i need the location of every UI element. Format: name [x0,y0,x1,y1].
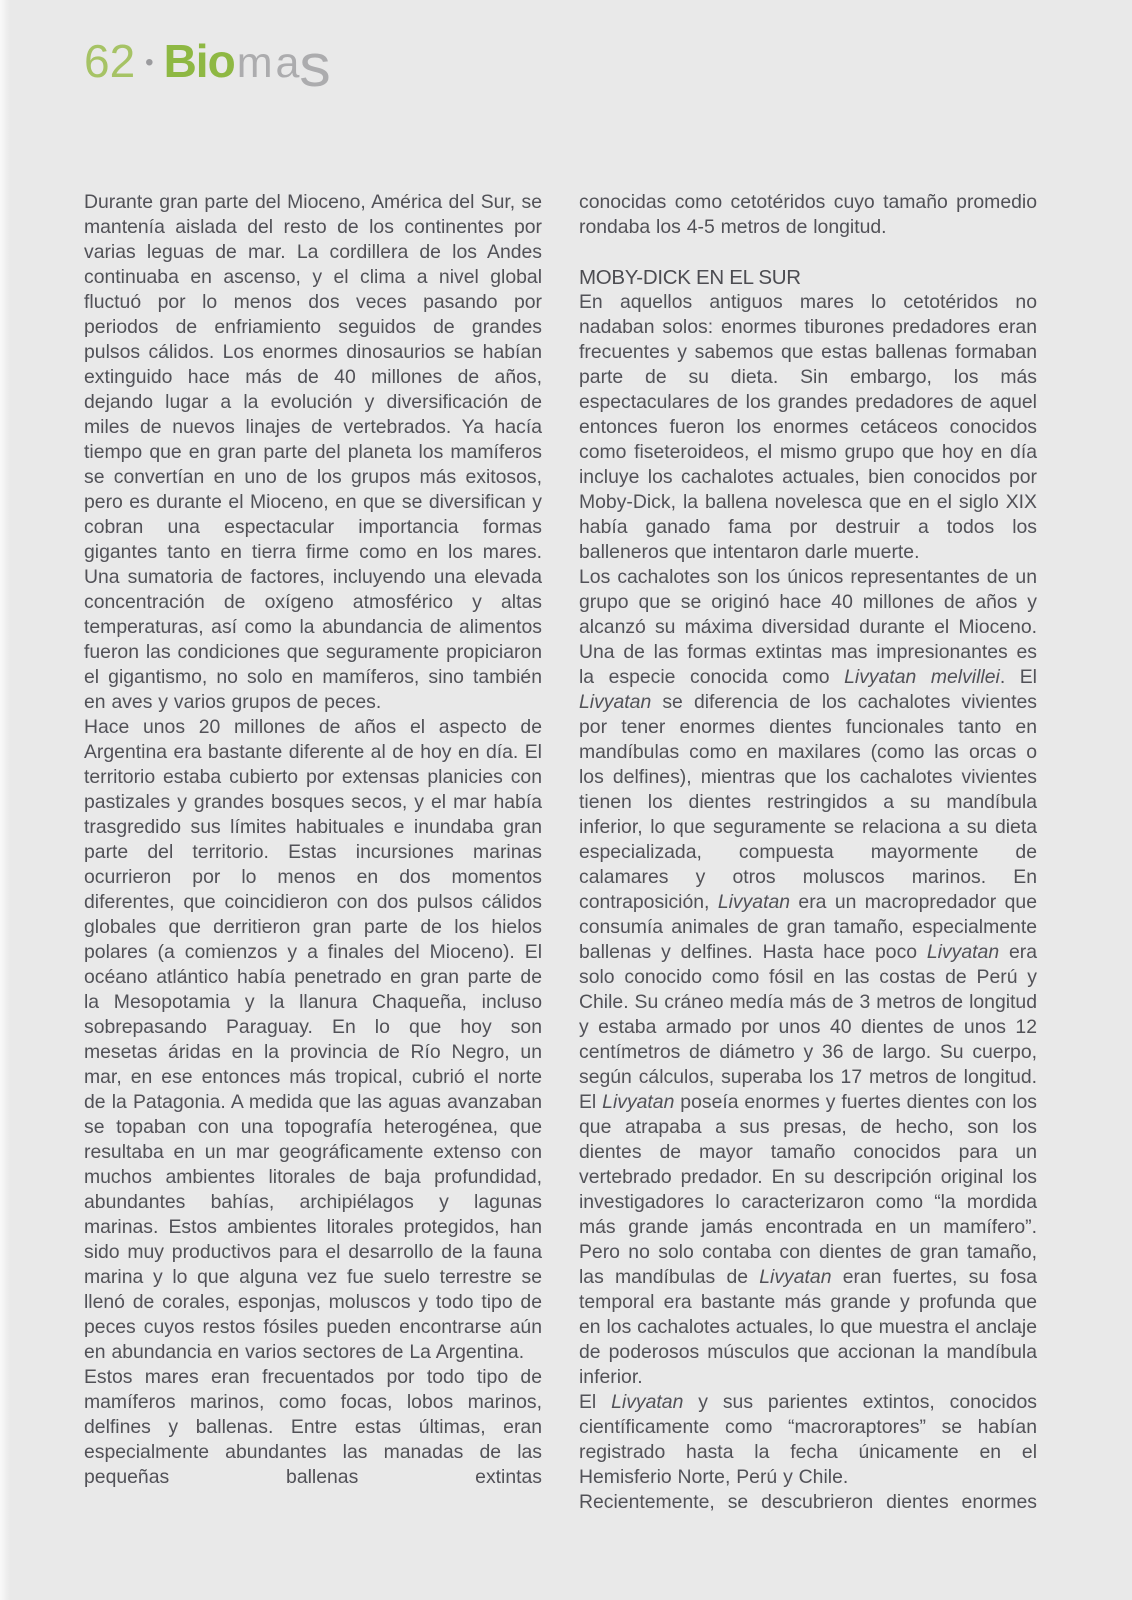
text-run: Recientemente, se descubrieron dientes enormes [579,1491,1037,1513]
italic-text-run: Livyatan [602,1091,675,1113]
body-paragraph [579,1490,1037,1515]
text-run: Estos mares eran frecuentados por todo tipo de mamíferos marinos, como focas, lobos marinos, delfines y ballenas. Entre estas últimas, eran especialmente abundantes las manadas de las pequeñas ballenas extintas [84,1366,542,1488]
text-run: y sus parientes extintos, conocidos científicamente como “macroraptores” se habían registrado hasta la fecha únicamente en el Hemisferio Norte, Perú y Chile. [579,1391,1037,1488]
text-run: El [579,1391,612,1413]
body-paragraph [579,565,1037,1390]
italic-text-run: Livyatan [611,1391,684,1413]
italic-text-run: Livyatan [926,941,1000,963]
body-paragraph [84,715,542,1365]
text-run: se diferencia de los cachalotes vivientes por tener enormes dientes funcionales tanto en mandíbulas como en maxilares (como las orcas o los delfines), mientras que los cachalotes vivientes tienen los dientes restringidos a su mandíbula inferior, lo que seguramente se relaciona a su dieta especializada, compuesta mayormente de calamares y otros moluscos marinos. En contraposición, [579,691,1037,913]
text-run: era solo conocido como fósil en las costas de Perú y Chile. Su cráneo medía más de 3 metros de longitud y estaba armado por unos 40 dientes de unos 12 centímetros de diámetro y 36 de largo. Su cuerpo, según cálculos, superaba los 17 metros de longitud. El [579,941,1037,1113]
text-run: Los cachalotes son los únicos representantes de un grupo que se originó hace 40 millones de años y alcanzó su máxima diversidad durante el Mioceno. Una de las formas extintas mas impresionantes es la especie conocida como [579,566,1037,688]
text-run: MOBY-DICK EN EL SUR [579,266,801,289]
paragraph-spacer [579,240,1037,265]
section-heading [579,265,1037,290]
page-number: 62 [84,35,136,87]
bullet-separator-icon: • [145,49,154,76]
body-paragraph [579,290,1037,565]
page-header: 62 • Bio ma s [84,32,332,99]
text-run: Durante gran parte del Mioceno, América del Sur, se mantenía aislada del resto de los continentes por varias leguas de mar. La cordillera de los Andes continuaba en ascenso, y el clima a nivel global fluctuó por lo menos dos veces pasando por periodos de enfriamiento seguidos de grandes pulsos cálidos. Los enormes dinosaurios se habían extinguido hace más de 40 millones de años, dejando lugar a la evolución y diversificación de miles de nuevos linajes de vertebrados. Ya hacía tiempo que en gran parte del planeta los mamíferos se convertían en uno de los grupos más exitosos, pero es durante el Mioceno, en que se diversifican y cobran una espectacular importancia formas gigantes tanto en tierra firme como en los mares. Una sumatoria de factores, incluyendo una elevada concentración de oxígeno atmosférico y altas temperaturas, así como la abundancia de alimentos fueron las condiciones que seguramente propiciaron el gigantismo, no solo en mamíferos, sino también en aves y varios grupos de peces. [84,191,542,713]
italic-text-run: Livyatan [717,891,791,913]
italic-text-run: Livyatan [579,691,652,713]
body-paragraph [84,190,542,715]
left-column [84,190,542,1515]
text-run: Hace unos 20 millones de años el aspecto de Argentina era bastante diferente al de hoy en día. El territorio estaba cubierto por extensas planicies con pastizales y grandes bosques secos, y el mar había trasgredido sus límites habituales e inundaba gran parte del territorio. Estas incursiones marinas ocurrieron por lo menos en dos momentos diferentes, que coincidieron con dos pulsos cálidos globales que derritieron gran parte de los hielos polares (a comienzos y a finales del Mioceno). El océano atlántico había penetrado en gran parte de la Mesopotamia y la llanura Chaqueña, incluso sobrepasando Paraguay. En lo que hoy son mesetas áridas en la provincia de Río Negro, un mar, en ese entonces más tropical, cubrió el norte de la Patagonia. A medida que las aguas avanzaban se topaban con una topografía heterogénea, que resultaba en un mar geográficamente extenso con muchos ambientes litorales de baja profundidad, abundantes bahías, archipiélagos y lagunas marinas. Estos ambientes litorales protegidos, han sido muy productivos para el desarrollo de la fauna marina y lo que alguna vez fue suelo terrestre se llenó de corales, esponjas, moluscos y todo tipo de peces cuyos restos fósiles pueden encontrarse aún en abundancia en varios sectores de La Argentina. [84,716,542,1363]
brand-logo-ma: ma [236,39,303,87]
body-paragraph [579,1390,1037,1490]
article-body [84,190,1037,1515]
brand-logo-bio: Bio [163,35,235,87]
text-run: eran fuertes, su fosa temporal era bastante más grande y profunda que en los cachalotes actuales, lo que muestra el anclaje de poderosos músculos que accionan la mandíbula inferior. [579,1266,1037,1388]
right-column [579,190,1037,1515]
text-run: poseía enormes y fuertes dientes con los que atrapaba a sus presas, de hecho, son los dientes de mayor tamaño conocidos para un vertebrado predador. En su descripción original los investigadores lo caracterizaron como “la mordida más grande jamás encontrada en un mamífero”. Pero no solo contaba con dientes de gran tamaño, las mandíbulas de [579,1091,1037,1288]
body-paragraph [84,1365,542,1490]
text-run: era un macropredador que consumía animales de gran tamaño, especialmente ballenas y delfines. Hasta hace poco [579,891,1037,963]
text-run: En aquellos antiguos mares lo cetotéridos no nadaban solos: enormes tiburones predadores eran frecuentes y sabemos que estas ballenas formaban parte de su dieta. Sin embargo, los más espectaculares de los grandes predadores de aquel entonces fueron los enormes cetáceos conocidos como fiseteroideos, el mismo grupo que hoy en día incluye los cachalotes actuales, bien conocidos por Moby-Dick, la ballena novelesca que en el siglo XIX había ganado fama por destruir a todos los balleneros que intentaron darle muerte. [579,291,1037,563]
body-paragraph [579,190,1037,240]
italic-text-run: Livyatan melvillei [844,666,1000,688]
italic-text-run: Livyatan [759,1266,832,1288]
text-run: . El [999,666,1037,688]
text-run: conocidas como cetotéridos cuyo tamaño promedio rondaba los 4-5 metros de longitud. [579,191,1037,238]
